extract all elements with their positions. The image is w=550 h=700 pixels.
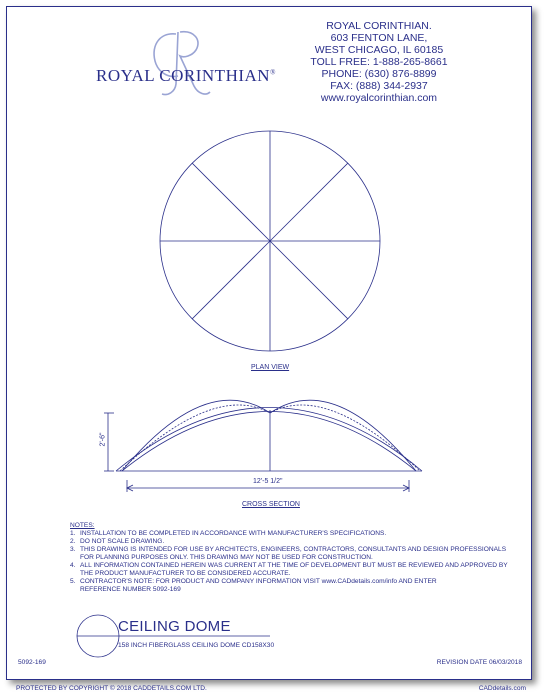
dome-rib-right <box>270 400 416 471</box>
drawing-subtitle: 158 INCH FIBERGLASS CEILING DOME CD158X30 <box>118 642 275 649</box>
note-item <box>70 578 520 586</box>
plan-radial-line <box>192 163 270 241</box>
note-number <box>70 570 80 578</box>
plan-radial-line <box>270 163 348 241</box>
plan-view-label: PLAN VIEW <box>251 364 290 371</box>
reference-number: 5092-169 <box>18 659 46 666</box>
plan-radial-line <box>270 241 348 319</box>
tollfree-number: TOLL FREE: 1-888-265-8661 <box>310 56 448 68</box>
note-item <box>70 562 520 570</box>
dome-rib-left-2 <box>120 405 270 471</box>
note-number <box>70 586 80 594</box>
note-number: 2. <box>70 538 76 545</box>
note-item <box>70 586 520 594</box>
copyright-notice: PROTECTED BY COPYRIGHT © 2018 CADDETAILS.COM LTD. <box>16 685 207 692</box>
note-number: 3. <box>70 546 76 553</box>
dome-rib-right-2 <box>270 405 420 471</box>
dome-rib-left <box>122 400 270 471</box>
width-dimension-text: 12'-5 1/2" <box>253 478 283 485</box>
revision-date: REVISION DATE 06/03/2018 <box>436 659 522 666</box>
note-text: CONTRACTOR'S NOTE: FOR PRODUCT AND COMPANY INFORMATION VISIT www.CADdetails.com/info AND ENTER <box>80 578 437 585</box>
height-dimension-text: 2'-6" <box>99 432 107 447</box>
note-item <box>70 554 520 562</box>
logo-wordmark: ROYAL CORINTHIAN® <box>96 66 276 85</box>
plan-view-radials <box>160 131 380 351</box>
notes-heading: NOTES: <box>70 522 95 529</box>
note-text: ALL INFORMATION CONTAINED HEREIN WAS CURRENT AT THE TIME OF DEVELOPMENT BUT MUST BE REVIEWED AND APPROVED BY <box>80 562 508 569</box>
cross-section-label: CROSS SECTION <box>242 501 300 508</box>
note-text: REFERENCE NUMBER 5092-169 <box>80 586 181 593</box>
note-text: THE PRODUCT MANUFACTURER TO BE CONSIDERED ACCURATE. <box>80 570 291 577</box>
note-number: 1. <box>70 530 76 537</box>
drawing-title: CEILING DOME <box>118 618 231 635</box>
note-number: 5. <box>70 578 76 585</box>
note-item <box>70 546 520 554</box>
dome-inner-arc <box>122 412 416 472</box>
address-line-2: WEST CHICAGO, IL 60185 <box>314 44 444 56</box>
note-text: DO NOT SCALE DRAWING. <box>80 538 165 545</box>
address-line-1: 603 FENTON LANE, <box>330 32 428 44</box>
dome-outer-arc <box>116 408 422 472</box>
note-item <box>70 530 520 538</box>
website-link[interactable]: www.royalcorinthian.com <box>320 92 438 104</box>
note-item <box>70 570 520 578</box>
note-text: FOR PLANNING PURPOSES ONLY. THIS DRAWING MAY NOT BE USED FOR CONSTRUCTION. <box>80 554 373 561</box>
note-text: THIS DRAWING IS INTENDED FOR USE BY ARCHITECTS, ENGINEERS, CONTRACTORS, CONSULTANTS AND DESIGN PROFESSIONALS <box>80 546 507 553</box>
fax-number: FAX: (888) 344-2937 <box>330 80 428 92</box>
notes-section <box>70 522 520 594</box>
notes-list <box>70 530 520 594</box>
company-name: ROYAL CORINTHIAN. <box>326 20 432 32</box>
note-text: INSTALLATION TO BE COMPLETED IN ACCORDANCE WITH MANUFACTURER'S SPECIFICATIONS. <box>80 530 387 537</box>
plan-radial-line <box>192 241 270 319</box>
note-number: 4. <box>70 562 76 569</box>
note-number <box>70 554 80 562</box>
caddetails-link[interactable]: CADdetails.com <box>478 685 526 692</box>
phone-number: PHONE: (630) 876-8899 <box>321 68 437 80</box>
note-item <box>70 538 520 546</box>
